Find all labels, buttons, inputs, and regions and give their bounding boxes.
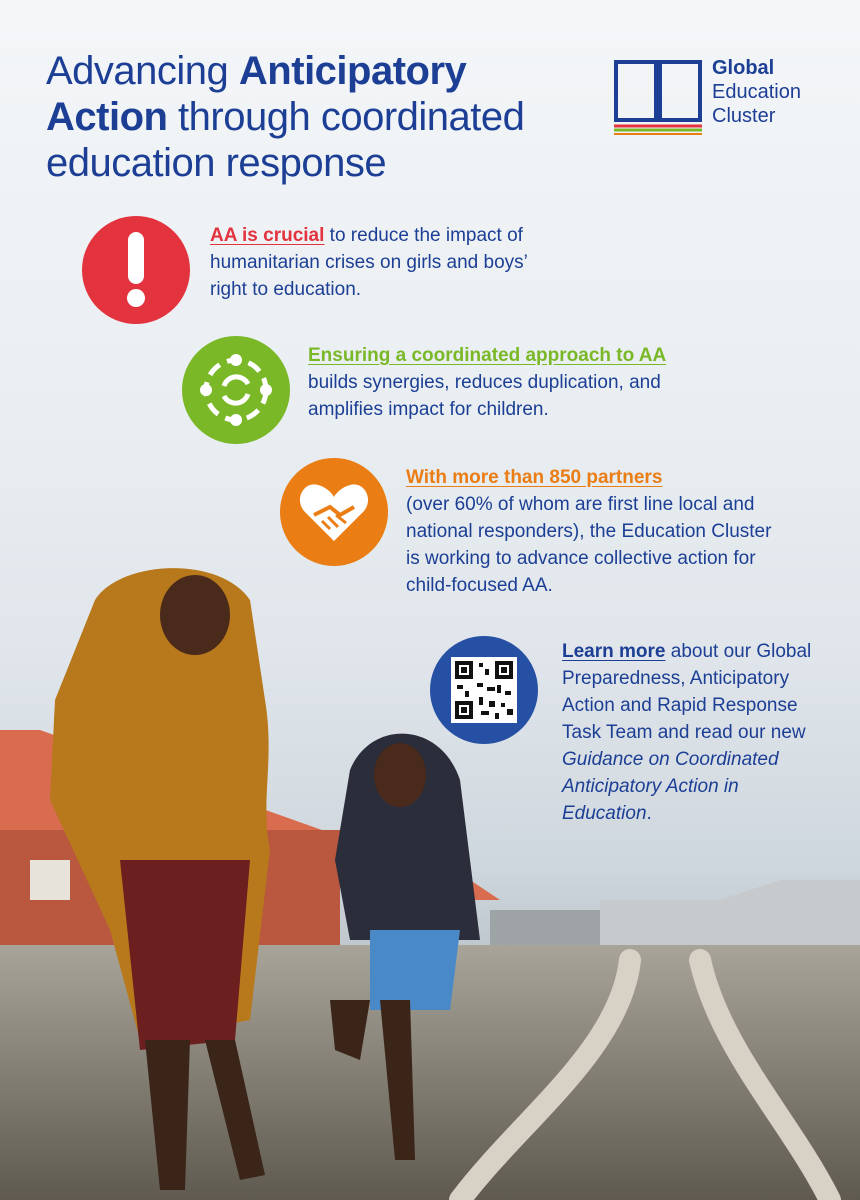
page-title: Advancing Anticipatory Action through coordinated education response: [46, 49, 525, 185]
point-2-text: Ensuring a coordinated approach to AA builds synergies, reduces duplication, and amplifies impact for children.: [308, 345, 667, 420]
guidance-title: Guidance on Coordinated Anticipatory Action in Education: [562, 749, 779, 824]
logo-line-2: Education: [712, 81, 801, 103]
point-1-text: AA is crucial to reduce the impact of humanitarian crises on girls and boys’ right to education.: [210, 225, 528, 300]
logo-line-3: Cluster: [712, 105, 776, 127]
global-education-cluster-logo: [612, 56, 822, 136]
exclamation-icon: [82, 216, 190, 324]
point-4-text: Learn more about our Global Preparedness, Anticipatory Action and Rapid Response Task Team and read our new Guidance on Coordinated Anticipatory Action in Education.: [562, 641, 812, 824]
qr-code-icon[interactable]: [430, 636, 538, 744]
learn-more-link[interactable]: Learn more: [562, 641, 666, 662]
open-book-icon: [612, 56, 704, 136]
logo-line-1: Global: [712, 57, 775, 79]
handshake-heart-icon: [280, 458, 388, 566]
camp-shelters: [490, 880, 860, 955]
coordination-cycle-icon: [182, 336, 290, 444]
point-3-text: With more than 850 partners (over 60% of whom are first line local and national responders), the Education Cluster is working to advance collective action for child-focused AA.: [406, 467, 772, 596]
